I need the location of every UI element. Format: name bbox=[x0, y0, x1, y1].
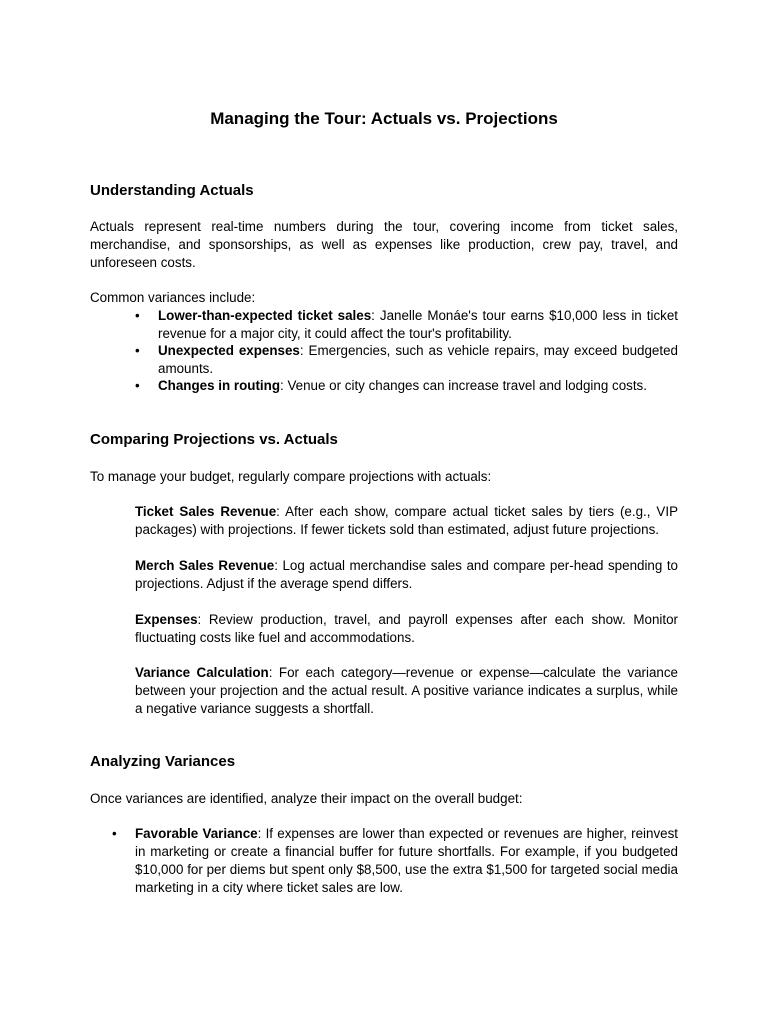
item-bold-label: Merch Sales Revenue bbox=[135, 558, 275, 573]
bullet-text: : Emergencies, such as vehicle repairs, may exceed budgeted amounts. bbox=[158, 343, 678, 376]
bullet-glyph: • bbox=[112, 826, 117, 841]
item-bold-label: Expenses bbox=[135, 612, 198, 627]
item-text: : For each category—revenue or expense—calculate the variance between your projection and the actual result. A positive variance indicates a surplus, while a negative variance suggests a shortfall. bbox=[135, 665, 678, 716]
section1-intro-paragraph: Actuals represent real-time numbers during the tour, covering income from ticket sales, merchandise, and sponsorships, as well as expenses like production, crew pay, travel, and unforeseen costs. bbox=[90, 219, 678, 270]
page-title: Managing the Tour: Actuals vs. Projections bbox=[210, 109, 558, 128]
bullet-bold-label: Unexpected expenses bbox=[158, 343, 300, 359]
variances-bullet-list bbox=[90, 307, 678, 395]
bullet-glyph: • bbox=[135, 343, 140, 359]
bullet-glyph: • bbox=[135, 308, 140, 323]
section-heading-analyzing-variances: Analyzing Variances bbox=[90, 753, 236, 770]
bullet-text: : If expenses are lower than expected or revenues are higher, reinvest in marketing or create a financial buffer for future shortfalls. For example, if you budgeted $10,000 for per diems but spent only $8,500, use the extra $1,500 for targeted social media marketing in a city where ticket sales are low. bbox=[135, 826, 679, 895]
bullet-bold-label: Changes in routing bbox=[158, 378, 280, 394]
comparison-item-ticket-sales bbox=[135, 503, 678, 539]
section-heading-understanding-actuals: Understanding Actuals bbox=[90, 182, 254, 199]
bullet-text: : Venue or city changes can increase travel and lodging costs. bbox=[280, 378, 647, 394]
list-item bbox=[90, 825, 678, 897]
section-heading-comparing-projections: Comparing Projections vs. Actuals bbox=[90, 431, 338, 448]
analysis-bullet-list bbox=[90, 825, 678, 897]
bullet-text: : Janelle Monáe's tour earns $10,000 less in ticket revenue for a major city, it could affect the tour's profitability. bbox=[158, 308, 678, 341]
item-text: : Log actual merchandise sales and compare per-head spending to projections. Adjust if the average spend differs. bbox=[135, 558, 678, 591]
list-item bbox=[90, 307, 678, 342]
list-item bbox=[90, 342, 678, 377]
section3-intro-paragraph: Once variances are identified, analyze their impact on the overall budget: bbox=[90, 791, 523, 806]
comparison-item-merch-sales bbox=[135, 557, 678, 593]
comparison-item-variance-calculation bbox=[135, 664, 678, 718]
bullet-bold-label: Favorable Variance bbox=[135, 826, 258, 841]
variances-lead-text: Common variances include: bbox=[90, 290, 256, 305]
item-bold-label: Ticket Sales Revenue bbox=[135, 504, 277, 519]
item-text: : After each show, compare actual ticket sales by tiers (e.g., VIP packages) with projections. If fewer tickets sold than estimated, adjust future projections. bbox=[135, 504, 679, 537]
comparison-item-expenses bbox=[135, 611, 678, 647]
section2-intro-paragraph: To manage your budget, regularly compare projections with actuals: bbox=[90, 469, 492, 484]
list-item bbox=[90, 377, 678, 395]
bullet-glyph: • bbox=[135, 378, 140, 394]
item-text: : Review production, travel, and payroll expenses after each show. Monitor fluctuating costs like fuel and accommodations. bbox=[135, 612, 678, 645]
bullet-bold-label: Lower-than-expected ticket sales bbox=[158, 308, 372, 323]
item-bold-label: Variance Calculation bbox=[135, 665, 269, 680]
